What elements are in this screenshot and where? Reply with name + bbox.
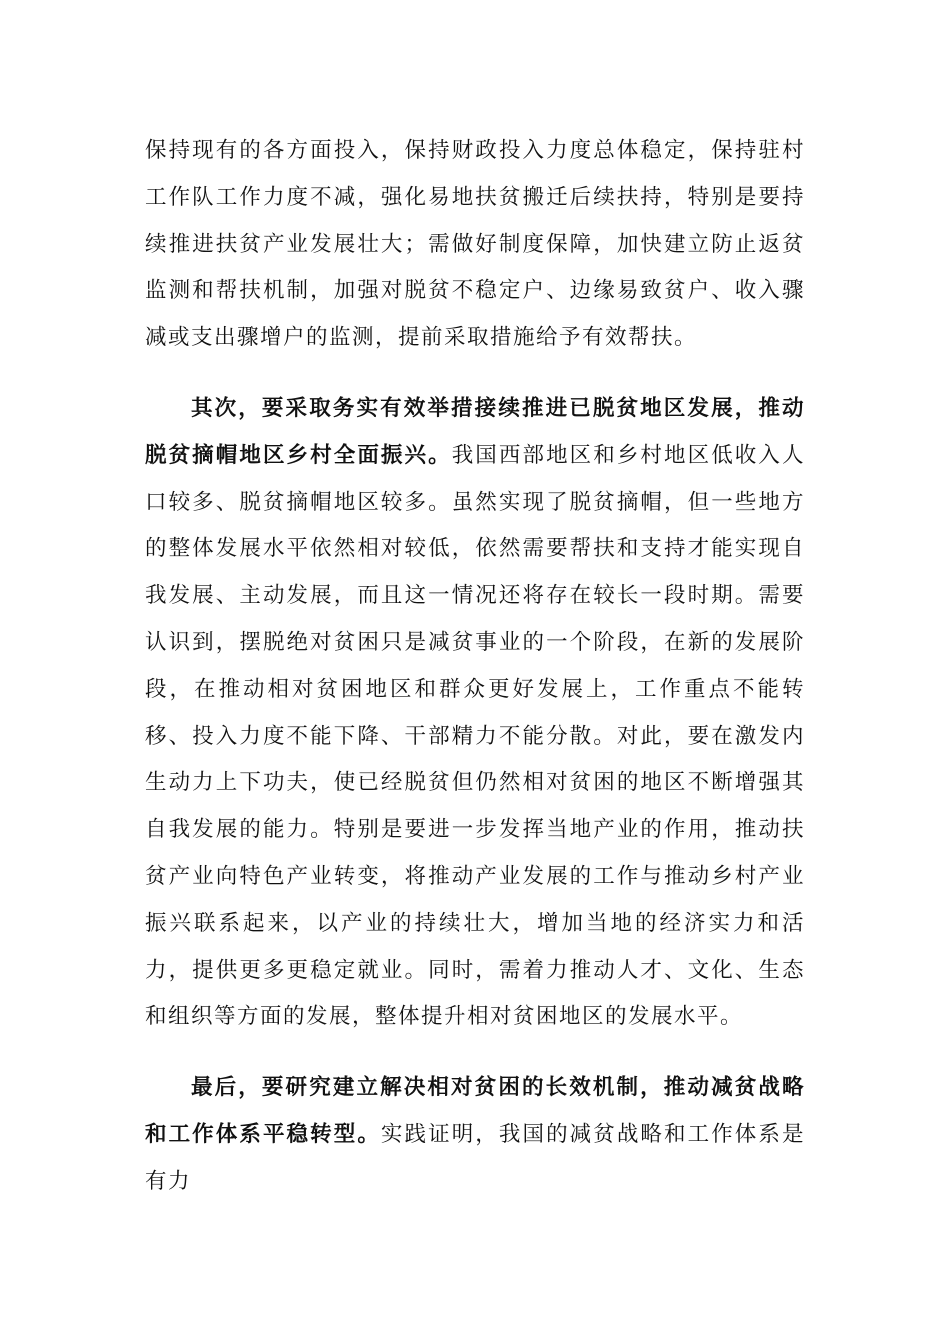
paragraph-lead-bold: 其次，要采取务实有效举措接续推进已脱贫地区发展，推动脱贫摘帽地区乡村全面振兴。 bbox=[145, 395, 805, 468]
paragraph-text: 我国西部地区和乡村地区低收入人口较多、脱贫摘帽地区较多。虽然实现了脱贫摘帽，但一些地方的整体发展水平依然相对较低，依然需要帮扶和支持才能实现自我发展、主动发展，而且这一情况还将存在较长一段时期。需要认识到，摆脱绝对贫困只是减贫事业的一个阶段，在新的发展阶段，在推动相对贫困地区和群众更好发展上，工作重点不能转移、投入力度不能下降、干部精力不能分散。对此，要在激发内生动力上下功夫，使已经脱贫但仍然相对贫困的地区不断增强其自我发展的能力。特别是要进一步发挥当地产业的作用，推动扶贫产业向特色产业转变，将推动产业发展的工作与推动乡村产业振兴联系起来，以产业的持续壮大，增加当地的经济实力和活力，提供更多更稳定就业。同时，需着力推动人才、文化、生态和组织等方面的发展，整体提升相对贫困地区的发展水平。 bbox=[145, 442, 805, 1030]
paragraph-secondly bbox=[145, 386, 805, 1041]
paragraph-finally bbox=[145, 1065, 805, 1205]
paragraph-text: 实践证明，我国的减贫战略和工作体系是有力 bbox=[145, 1121, 805, 1194]
paragraph-text: 保持现有的各方面投入，保持财政投入力度总体稳定，保持驻村工作队工作力度不减，强化易地扶贫搬迁后续扶持，特别是要持续推进扶贫产业发展壮大；需做好制度保障，加快建立防止返贫监测和帮扶机制，加强对脱贫不稳定户、边缘易致贫户、收入骤减或支出骤增户的监测，提前采取措施给予有效帮扶。 bbox=[145, 138, 805, 351]
paragraph-lead-bold: 最后，要研究建立解决相对贫困的长效机制，推动减贫战略和工作体系平稳转型。 bbox=[145, 1075, 805, 1147]
paragraph-continuation bbox=[145, 128, 805, 362]
document-page bbox=[145, 128, 805, 1206]
